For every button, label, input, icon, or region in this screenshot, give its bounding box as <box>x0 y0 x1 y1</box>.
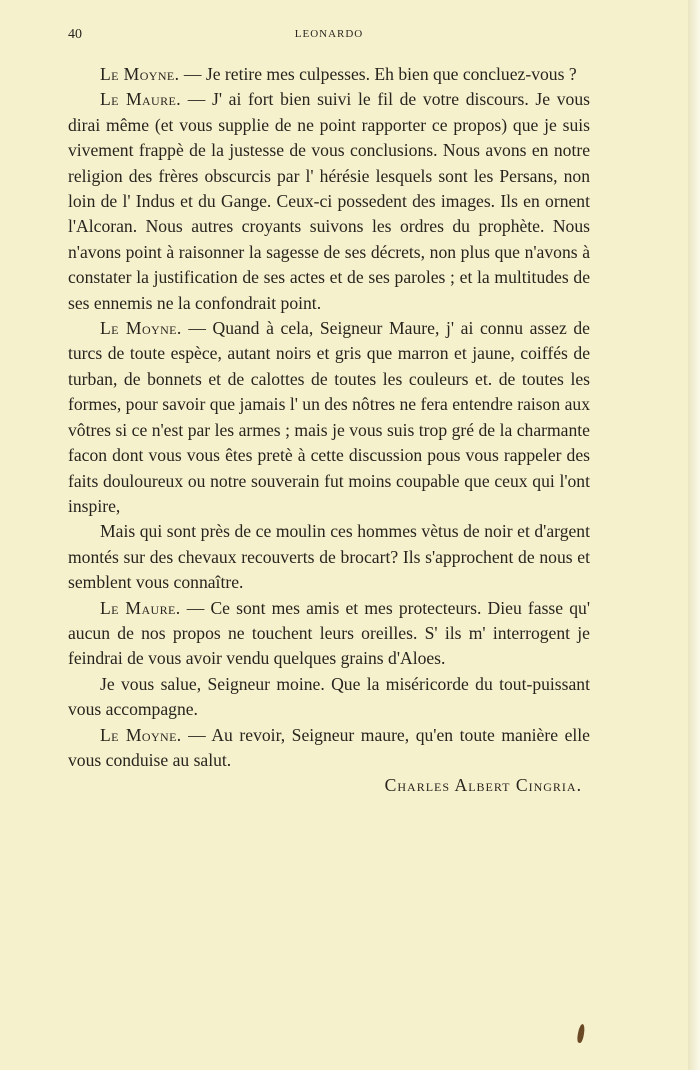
author-signature: Charles Albert Cingria. <box>384 775 582 796</box>
speaker-name: Le Maure. <box>100 89 182 110</box>
ink-mark <box>576 1024 585 1044</box>
dialogue-paragraph <box>68 723 590 774</box>
paragraph-text: Mais qui sont près de ce moulin ces hommes vètus de noir et d'argent montés sur des chevaux recouverts de brocart? Ils s'approchent de nous et semblent vous connaître. <box>68 521 590 593</box>
page-number: 40 <box>68 27 82 42</box>
dialogue-paragraph <box>68 519 590 595</box>
paragraph-text: — J' ai fort bien suivi le fil de votre discours. Je vous dirai même (et vous supplie de ne point rapporter ce propos) que je suis vivement frappè de la justesse de vous conclusions. Nous avons en notre religion des frères obscurcis par l' hérésie lesquels sont les Persans, non loin de l' Indus et du Gange. Ceux-ci possedent des images. Ils en ornent l'Alcoran. Nous autres croyants suivons les ordres du prophète. Nous n'avons point à raisonner la sagesse de ses décrets, non plus que n'avons à constater la justification de ses actes et de ses paroles ; et la multitudes de ses ennemis ne la confondrait point. <box>68 89 590 313</box>
paragraph-text: — Au revoir, Seigneur maure, qu'en toute manière elle vous conduise au salut. <box>68 724 590 770</box>
paragraph-text: — Je retire mes culpesses. Eh bien que concluez-vous ? <box>179 64 577 84</box>
dialogue-paragraph <box>68 672 590 723</box>
running-title: LEONARDO <box>294 28 364 40</box>
dialogue-paragraph <box>68 596 590 672</box>
paragraph-text: Je vous salue, Seigneur moine. Que la miséricorde du tout-puissant vous accompagne. <box>68 673 590 720</box>
paragraph-text: — Quand à cela, Seigneur Maure, j' ai connu assez de turcs de toute espèce, autant noirs et gris que marron et jaune, coiffés de turban, de bonnets et de calottes de toutes les couleurs et. de toutes les formes, pour savoir que jamais l' un des nôtres ne fera entendre raison aux vôtres si ce n'est par les armes ; mais je vous suis trop gré de la charmante facon dont vous vous êtes pretè à cette discussion pous vous rappeler des faits douloureux ou notre souverain fut moins coupable que ceux qui l'ont inspire, <box>68 318 591 516</box>
speaker-name: Le Maure. <box>100 597 181 618</box>
dialogue-paragraph <box>68 62 590 87</box>
speaker-name: Le Moyne. <box>100 724 182 745</box>
page-header <box>68 27 590 43</box>
speaker-name: Le Moyne. <box>100 64 180 84</box>
page-edge <box>688 0 700 1070</box>
speaker-name: Le Moyne. <box>100 318 182 339</box>
body-text <box>68 62 590 799</box>
paragraph-text: — Ce sont mes amis et mes protecteurs. Dieu fasse qu' aucun de nos propos ne touchent leurs oreilles. S' ils m' interrogent je feindrai de vous avoir vendu quelques grains d'Aloes. <box>68 597 590 669</box>
dialogue-paragraph <box>68 316 590 519</box>
dialogue-paragraph <box>68 87 590 316</box>
